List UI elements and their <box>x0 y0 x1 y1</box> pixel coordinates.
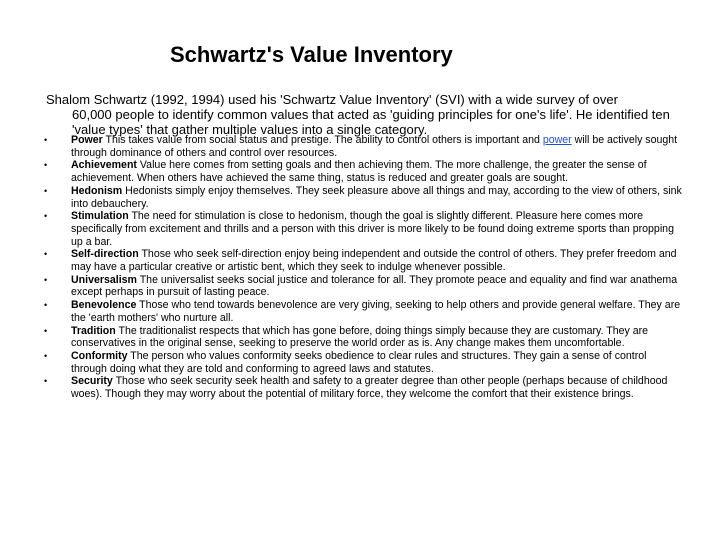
item-text: will be actively sought through dominance of others and control over resources. <box>71 134 678 159</box>
term-security: Security <box>71 375 113 388</box>
item-text: Those who seek security seek health and safety to a greater degree than other people (perhaps because of childhood woes). Though they may worry about the potential of military force, they welcome the comfort that their existence brings. <box>71 375 668 401</box>
item-text: The need for stimulation is close to hedonism, though the goal is slightly different. Pleasure here comes more specifically from excitement and thrills and a person with this driver is more likely to be found doing extreme sports than propping up a bar. <box>71 210 674 248</box>
term-achievement: Achievement <box>71 159 137 172</box>
item-text: The universalist seeks social justice and tolerance for all. They promote peace and equality and find war anathema except perhaps in pursuit of lasting peace. <box>71 273 678 299</box>
list-item-security <box>44 375 684 400</box>
list-item-stimulation <box>44 210 684 248</box>
item-text: Value here comes from setting goals and then achieving them. The more challenge, the greater the sense of achievement. When others have achieved the same thing, status is reduced and greater goals are sought. <box>71 159 647 185</box>
term-benevolence: Benevolence <box>71 299 137 312</box>
bullet-icon: • <box>44 274 48 285</box>
term-universalism: Universalism <box>71 273 137 286</box>
item-text: Hedonists simply enjoy themselves. They seek pleasure above all things and may, according to the view of others, sink into debauchery. <box>71 184 682 210</box>
intro-continuation: 60,000 people to identify common values that acted as 'guiding principles for one's life'. He identified ten 'value types' that gather multiple values into a single category. <box>72 107 670 137</box>
term-self-direction: Self-direction <box>71 248 139 261</box>
item-text: Those who seek self-direction enjoy being independent and outside the control of others. They prefer freedom and may have a particular creative or artistic bent, which they seek to indulge whenever possible. <box>71 248 677 274</box>
page-title: Schwartz's Value Inventory <box>170 42 453 67</box>
list-item-hedonism <box>44 185 684 210</box>
term-tradition: Tradition <box>71 324 116 337</box>
intro-first-line: Shalom Schwartz (1992, 1994) used his 'Schwartz Value Inventory' (SVI) with a wide survey of over <box>46 92 618 107</box>
term-stimulation: Stimulation <box>71 210 129 223</box>
bullet-icon: • <box>44 185 48 196</box>
item-text: The person who values conformity seeks obedience to clear rules and structures. They gain a sense of control through doing what they are told and conforming to agreed laws and statutes. <box>71 349 647 375</box>
item-text: The traditionalist respects that which has gone before, doing things simply because they are customary. They are conservatives in the original sense, seeking to preserve the world order as is. Any change makes them uncomfortable. <box>71 324 649 350</box>
list-item-universalism <box>44 274 684 299</box>
term-conformity: Conformity <box>71 349 128 362</box>
value-types-list <box>44 134 684 401</box>
list-item-tradition <box>44 325 684 350</box>
bullet-icon: • <box>44 300 48 311</box>
intro-paragraph <box>46 92 686 137</box>
list-item-power <box>44 134 684 159</box>
term-hedonism: Hedonism <box>71 184 123 197</box>
item-text: This takes value from social status and prestige. The ability to control others is important and <box>102 134 543 146</box>
bullet-icon: • <box>44 350 48 361</box>
bullet-icon: • <box>44 325 48 336</box>
list-item-conformity <box>44 350 684 375</box>
list-item-benevolence <box>44 299 684 324</box>
bullet-icon: • <box>44 160 48 171</box>
bullet-icon: • <box>44 376 48 387</box>
bullet-icon: • <box>44 211 48 222</box>
item-text: Those who tend towards benevolence are very giving, seeking to help others and provide general welfare. They are the 'earth mothers' who nurture all. <box>71 299 681 324</box>
term-power: Power <box>71 134 103 146</box>
bullet-icon: • <box>44 135 48 145</box>
list-item-self-direction <box>44 248 684 273</box>
list-item-achievement <box>44 159 684 184</box>
power-link[interactable]: power <box>542 134 572 146</box>
bullet-icon: • <box>44 249 48 260</box>
